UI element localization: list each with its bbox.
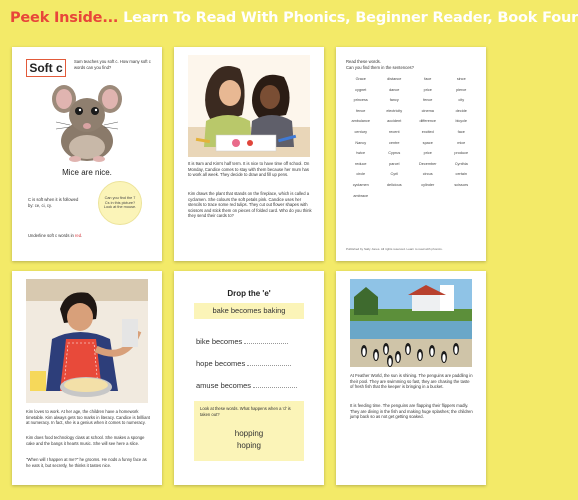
word-cell: price	[423, 151, 432, 156]
heading-line-2: Can you find them in the sentences?	[346, 64, 414, 70]
word-cell: parcel	[389, 161, 400, 166]
hint-text: Can you find the 7 Cs in this picture? Look at the mouse.	[103, 195, 137, 210]
word-cell: reduce	[354, 161, 367, 166]
question-text: Look at these words. What happens when a 'd' is taken out?	[200, 406, 291, 417]
word-cell: face	[457, 129, 465, 134]
word-cell: ambulance	[351, 119, 371, 124]
word-cell: scissors	[454, 182, 469, 187]
word-cell: distance	[387, 77, 402, 81]
word-cell: centre	[388, 140, 400, 145]
word-cell: Cyril	[390, 172, 399, 177]
instruction-red: red	[75, 233, 82, 238]
word-cell: face	[424, 77, 432, 81]
exercise-line	[196, 359, 308, 368]
paragraph-2: Kim draws the plant that stands on the fireplace, which is called a cyclamen. She colours the soft petals pink. Candice uses her stencils to trace some red tulips. They cut out flower shapes with scissors and stick them on pieces of folded card. Who do you think they send their cards to?	[188, 191, 312, 219]
word-cell: Cyprus	[388, 151, 401, 156]
word-cell: Nancy	[355, 140, 367, 145]
word-cell: dance	[389, 87, 400, 92]
instruction	[28, 233, 82, 239]
heading-line-1: Read these words.	[346, 59, 381, 64]
word-cell: Cynthia	[454, 161, 468, 166]
banner-title	[10, 10, 578, 26]
answer-blank[interactable]	[247, 365, 291, 366]
banner	[0, 0, 578, 40]
word-cell: fence	[356, 108, 366, 113]
exercise-prompt: amuse becomes	[196, 381, 252, 390]
example-word: hoping	[236, 441, 262, 450]
word-cell: bicycle	[455, 119, 468, 124]
girls-drawing-illustration	[188, 55, 310, 157]
word-cell: electricity	[386, 108, 403, 113]
word-cell	[445, 194, 479, 198]
instruction-suffix: .	[81, 233, 83, 238]
paragraph-3: "When will I happen at me?" he grooms. He nods a funny face as he eats it, but secretly, he thinks it tastes nice.	[26, 457, 147, 468]
word-cell: city	[458, 98, 465, 103]
word-cell: cylinder	[421, 182, 435, 187]
word-cell: cinema	[421, 108, 434, 113]
penguins-illustration	[350, 279, 472, 367]
example-word: hopping	[234, 429, 264, 438]
book-title: Learn To Read With Phonics, Beginner Reader, Book Four	[123, 10, 578, 26]
word-grid	[344, 77, 478, 198]
page-drawing	[174, 47, 324, 261]
hint-bubble	[98, 181, 142, 225]
word-cell: twice	[356, 151, 366, 156]
page-heading: Soft c	[26, 59, 66, 77]
word-cell: Grace	[355, 77, 366, 81]
word-cell: recent	[388, 129, 400, 134]
instruction-prefix: Underline soft c words in	[28, 233, 76, 238]
word-cell	[411, 194, 445, 198]
word-cell: mice	[457, 140, 466, 145]
word-cell: delicious	[386, 182, 402, 187]
word-cell: circle	[356, 172, 366, 177]
word-cell: fence	[423, 98, 433, 103]
word-cell: excited	[421, 129, 434, 134]
word-cell: fancy	[389, 98, 399, 103]
word-cell: circus	[422, 172, 433, 177]
boy-cooking-illustration	[26, 279, 148, 403]
word-list-heading	[346, 59, 476, 70]
mouse-caption: Mice are nice.	[62, 168, 112, 177]
word-cell: cygnet	[355, 87, 367, 92]
page-drop-the-e	[174, 271, 324, 485]
word-cell: pierce	[456, 87, 467, 92]
page-footer: Published by Sally Jones. All rights reserved. Learn to read with phonics.	[346, 247, 443, 251]
intro-text: Sam teaches you soft c. How many soft c words can you find?	[74, 59, 151, 70]
word-cell: space	[422, 140, 433, 145]
paragraph-2: Kim does food technology class at school. She makes a sponge cake and the bangs it hearts music. She will see here a slice.	[26, 435, 145, 446]
exercise-line	[196, 337, 308, 346]
peek-label: Peek Inside...	[10, 10, 119, 26]
word-cell: certain	[455, 172, 467, 177]
word-cell: accident	[387, 119, 402, 124]
page-soft-c	[12, 47, 162, 261]
word-cell: decide	[455, 108, 467, 113]
answer-blank[interactable]	[244, 343, 288, 344]
exercise-prompt: hope becomes	[196, 359, 246, 368]
example-box: bake becomes baking	[194, 303, 304, 319]
word-cell: produce	[454, 151, 469, 156]
exercise-line	[196, 381, 308, 390]
word-cell: price	[423, 87, 432, 92]
answer-blank[interactable]	[253, 387, 297, 388]
word-cell: difference	[419, 119, 437, 124]
page-cooking	[12, 271, 162, 485]
soft-c-rule: C is soft when it is followed by: ce, ci, cy.	[28, 197, 79, 208]
word-cell: century	[354, 129, 367, 134]
word-cell: princess	[353, 98, 368, 103]
paragraph-1: Kim loves to work. At her age, the children have a homework timetable. Kim always gets too marks in literacy. Candice is brilliant at numeracy. In fact, she is a genius when it comes to numeracy.	[26, 409, 150, 426]
word-cell: since	[456, 77, 466, 81]
paragraph-2: It is feeding time. The penguins are flapping their flippers madly. They are diving in the fish and making huge splashes; the children jump back so as not get getting soaked.	[350, 403, 473, 420]
page-word-list	[336, 47, 486, 261]
exercise-heading: Drop the 'e'	[227, 289, 271, 298]
mouse-illustration	[50, 81, 124, 165]
exercise-prompt: bike becomes	[196, 337, 243, 346]
question-box	[194, 401, 304, 461]
word-cell: December	[418, 161, 437, 166]
paragraph-1: At Feather World, the sun is shining. The penguins are paddling in their pool. They are swimming so fast, they are chasing the taste of fresh fish that the keeper is bringing in a bucket.	[350, 373, 473, 390]
word-cell: cyclamen	[352, 182, 369, 187]
paragraph-1: It is 9am and Kim's half term. It is nice to have time off school. On Monday, Candice comes to stay with them because her mum has to work all week. They decide to draw and fill up pens.	[188, 161, 310, 178]
word-cell: ambrace	[353, 193, 369, 198]
page-penguins	[336, 271, 486, 485]
word-cell	[378, 194, 412, 198]
